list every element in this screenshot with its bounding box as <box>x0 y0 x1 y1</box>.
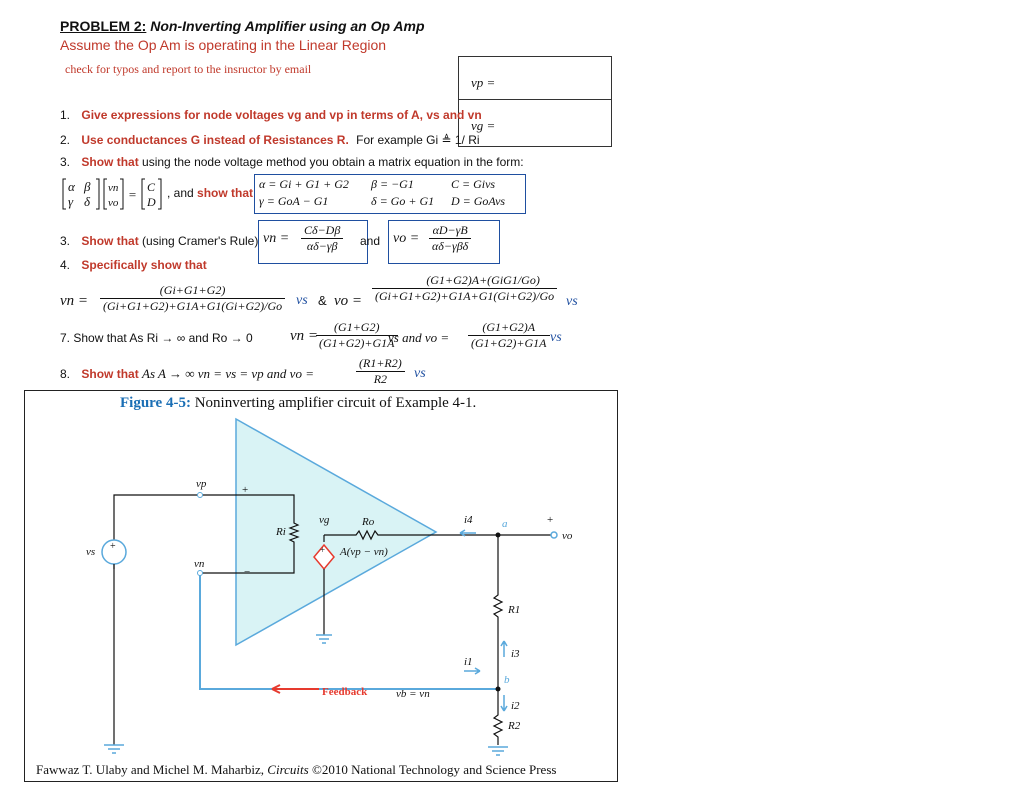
step-8-vs: vs <box>414 366 426 381</box>
step-8 <box>60 366 314 382</box>
eq4-vn-num: (Gi+G1+G2) <box>100 283 285 299</box>
step-1-number: 1. <box>60 108 71 122</box>
svg-text:vo: vo <box>108 197 119 209</box>
circuit-diagram <box>24 415 616 760</box>
label-src-plus: + <box>110 541 116 552</box>
step-3b-number: 3. <box>60 234 71 248</box>
figure-caption-label: Figure 4-5: <box>120 395 191 411</box>
i2-arrow-icon <box>501 695 507 711</box>
step-8-fraction <box>356 356 405 387</box>
coef-beta: β = −G1 <box>371 177 414 191</box>
step-3b <box>60 234 258 248</box>
step-8-frac-den: R2 <box>373 372 388 386</box>
typo-note: check for typos and report to the insructor by email <box>65 62 312 76</box>
step-2-number: 2. <box>60 133 71 147</box>
coef-d: D = GoAvs <box>451 194 506 208</box>
svg-text:=: = <box>128 187 137 202</box>
eq4-vo-den: (Gi+G1+G2)+G1A+G1(Gi+G2)/Go <box>375 289 555 303</box>
eq4-vo-num: (G1+G2)A+(GiG1/Go) <box>372 273 557 289</box>
problem-name: Non-Inverting Amplifier using an Op Amp <box>150 18 425 34</box>
step-2-text: Use conductances G instead of Resistances R. <box>81 133 349 147</box>
vn-cramer-lhs: vn = <box>263 231 290 246</box>
eq4-vn-lhs: vn = <box>60 293 89 309</box>
figure-caption-text: Noninverting amplifier circuit of Example 4-1. <box>194 395 477 411</box>
label-plus-in: + <box>242 484 249 496</box>
i3-arrow-icon <box>501 641 507 657</box>
step-3-number: 3. <box>60 155 71 169</box>
credit-authors: Fawwaz T. Ulaby and Michel M. Maharbiz, <box>36 762 265 777</box>
vo-cramer-box <box>388 220 500 264</box>
coefficient-box <box>254 174 526 214</box>
step-3b-show: Show that <box>81 234 139 248</box>
vp-answer-label: vp = <box>471 75 496 90</box>
vo-cramer-lhs: vo = <box>393 231 420 246</box>
eq4-vs-1: vs <box>296 293 308 308</box>
step-4-number: 4. <box>60 258 71 272</box>
svg-text:C: C <box>147 180 156 194</box>
label-vn: vn <box>194 558 205 570</box>
step-1 <box>60 108 482 122</box>
vo-cramer-den: αδ−γβδ <box>432 239 469 253</box>
step-4 <box>60 258 207 272</box>
problem-title <box>60 18 425 34</box>
label-vo: vo <box>562 530 573 542</box>
vn-node <box>198 571 203 576</box>
label-r2: R2 <box>508 720 521 732</box>
eq4-vo-lhs: vo = <box>334 293 363 309</box>
coef-alpha: α = Gi + G1 + G2 <box>259 177 349 191</box>
label-i4: i4 <box>464 514 473 526</box>
label-ro: Ro <box>362 516 375 528</box>
label-r1: R1 <box>508 604 521 616</box>
step-3b-and: and <box>360 234 381 248</box>
step-1-text: Give expressions for node voltages vg and vp in terms of A, vs and vn <box>81 108 482 122</box>
svg-text:vn: vn <box>108 182 119 194</box>
r1-resistor <box>494 535 502 689</box>
vg-answer-label: vg = <box>471 118 496 133</box>
label-a: a <box>502 518 508 530</box>
credit-publisher: ©2010 National Technology and Science Press <box>311 762 557 777</box>
label-vp: vp <box>196 478 207 490</box>
matrix-equation <box>62 176 172 212</box>
eq4-vn-den: (Gi+G1+G2)+G1A+G1(Gi+G2)/Go <box>103 299 283 313</box>
eq4-vs-2: vs <box>566 294 578 309</box>
r2-resistor <box>494 689 502 745</box>
vn-cramer-fraction <box>301 223 343 254</box>
assumption-text: Assume the Op Am is operating in the Linear Region <box>60 37 387 53</box>
vn-cramer-den: αδ−γβ <box>306 239 338 253</box>
matrix-and-show <box>167 186 253 200</box>
label-i2: i2 <box>511 700 520 712</box>
step-7-vo-fraction <box>468 320 550 351</box>
figure-credit <box>36 762 556 778</box>
label-ri: Ri <box>276 526 286 538</box>
source-ground-icon <box>104 745 124 753</box>
vn-cramer-num: Cδ−Dβ <box>301 223 343 239</box>
step-3-show: Show that <box>81 155 139 169</box>
step-8-show: Show that <box>81 367 139 381</box>
svg-text:γ: γ <box>68 194 74 209</box>
label-vg: vg <box>319 514 330 526</box>
matrix-show-that: show that <box>197 186 254 200</box>
step-3 <box>60 155 524 169</box>
vp-answer-box[interactable] <box>458 56 612 101</box>
vg-answer-box[interactable] <box>458 99 612 147</box>
label-dep-plus: + <box>320 545 326 555</box>
step-8-number: 8. <box>60 367 71 381</box>
step-7-vn-fraction <box>316 320 398 351</box>
problem-label: PROBLEM 2: <box>60 18 147 34</box>
svg-text:α: α <box>68 179 75 194</box>
step-7-vs: vs <box>550 330 562 345</box>
label-minus-in: − <box>244 566 251 578</box>
label-vs: vs <box>86 546 96 558</box>
node-b-dot <box>496 687 501 692</box>
vo-cramer-num: αD−γB <box>429 223 471 239</box>
step-8-frac-num: (R1+R2) <box>356 356 405 372</box>
node-a-dot <box>496 533 501 538</box>
step-4-text: Specifically show that <box>81 258 207 272</box>
feedback-arrow-icon <box>272 685 319 693</box>
coef-gamma: γ = GoA − G1 <box>259 194 329 208</box>
eq4-vo-fraction <box>372 273 557 304</box>
label-b: b <box>504 674 510 686</box>
step-7-text <box>60 331 253 345</box>
svg-text:δ: δ <box>84 194 91 209</box>
label-feedback: Feedback <box>322 686 368 698</box>
vp-node <box>198 493 203 498</box>
step-7-vn-lhs: vn = <box>290 328 319 344</box>
output-ground-icon <box>488 747 508 755</box>
step-7-vo-num: (G1+G2)A <box>468 320 550 336</box>
step-3-text: using the node voltage method you obtain a matrix equation in the form: <box>142 155 524 169</box>
step-7-vo-den: (G1+G2)+G1A <box>471 336 547 350</box>
label-i3: i3 <box>511 648 520 660</box>
figure-caption <box>120 395 476 412</box>
vn-cramer-box <box>258 220 368 264</box>
svg-text:D: D <box>147 195 156 209</box>
vp-wire <box>114 495 202 569</box>
op-amp-triangle <box>236 419 436 645</box>
matrix-and: , and <box>167 186 194 200</box>
i1-arrow-icon <box>464 668 480 674</box>
credit-book: Circuits <box>267 762 309 777</box>
step-2-example: For example Gi ≜ 1/ Ri <box>356 133 480 147</box>
eq4-vn-fraction <box>100 283 285 314</box>
label-dep: A(vp − vn) <box>340 546 388 558</box>
step-7-mid: vs and vo = <box>388 330 450 345</box>
output-node <box>551 532 557 538</box>
coef-c: C = Givs <box>451 177 496 191</box>
label-out-plus: + <box>547 514 554 526</box>
coef-delta: δ = Go + G1 <box>371 194 435 208</box>
svg-text:β: β <box>84 179 91 194</box>
step-2 <box>60 133 480 147</box>
step-3b-text: (using Cramer's Rule) <box>142 234 259 248</box>
label-i1: i1 <box>464 656 473 668</box>
step-7-label: 7. Show that As Ri → ∞ and Ro → 0 <box>60 331 253 345</box>
step-7-vn-num: (G1+G2) <box>316 320 398 336</box>
label-vb-eq: vb = vn <box>396 688 430 700</box>
internal-ground-icon <box>316 635 332 643</box>
vo-cramer-fraction <box>429 223 471 254</box>
step-8-text: As A → ∞ vn = vs = vp and vo = <box>142 366 314 381</box>
eq4-ampersand: & <box>318 293 327 308</box>
step-7-vn-den: (G1+G2)+G1A <box>319 336 395 350</box>
